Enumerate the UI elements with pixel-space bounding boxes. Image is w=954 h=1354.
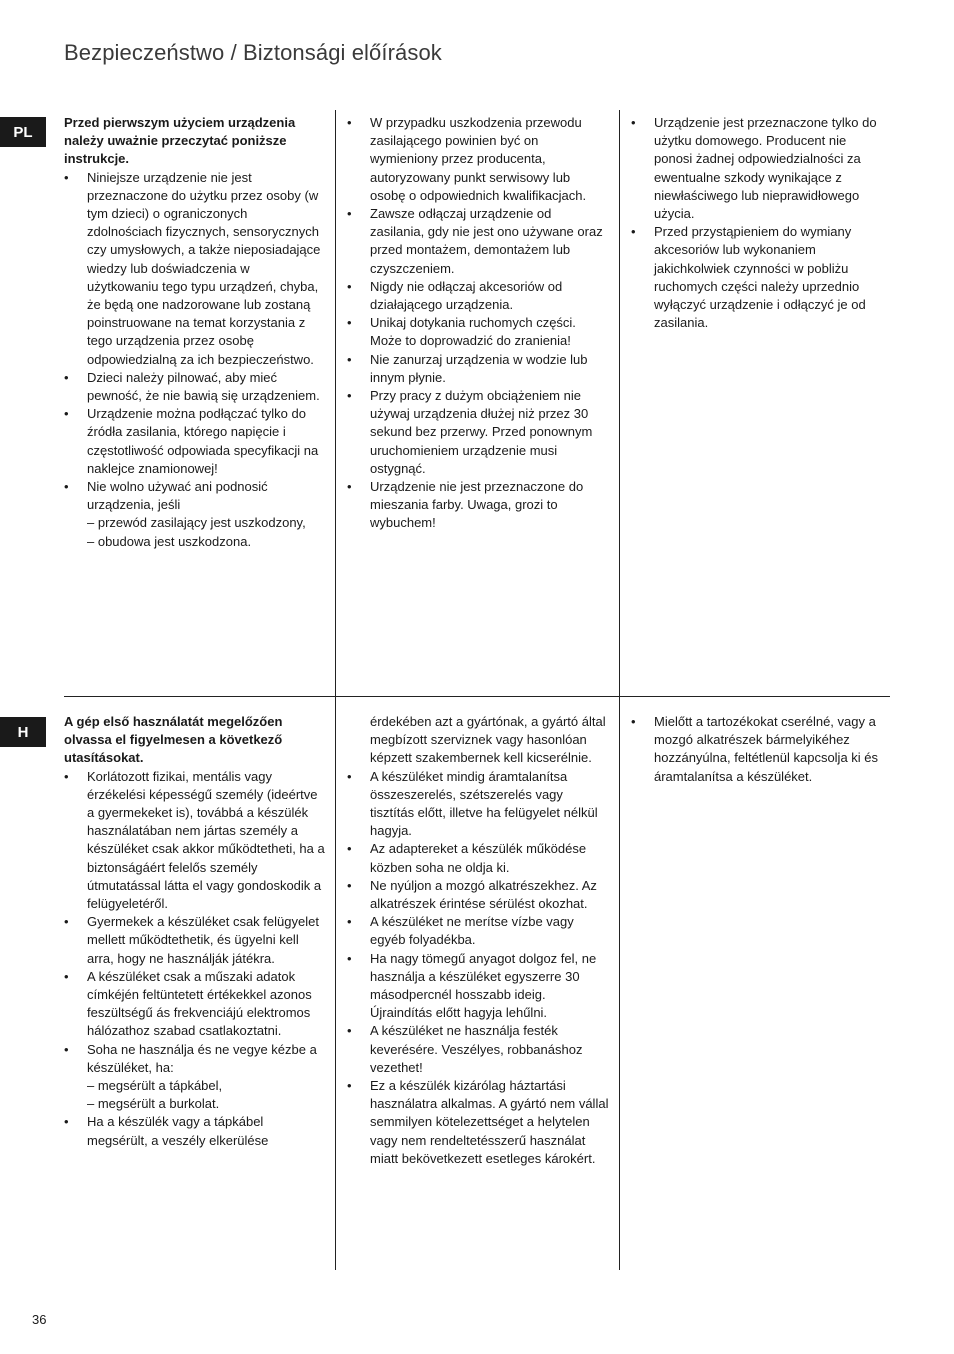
column-divider	[335, 110, 336, 1270]
pl-column-3	[631, 114, 885, 332]
list-item: • Nie zanurzaj urządzenia w wodzie lub innym płynie.	[347, 351, 609, 387]
pl-safety-list-3	[631, 114, 885, 332]
list-item: • Urządzenie nie jest przeznaczone do mieszania farby. Uwaga, grozi to wybuchem!	[347, 478, 609, 533]
list-item: • Zawsze odłączaj urządzenie od zasilania, gdy nie jest ono używane oraz przed montażem, demontażem lub czyszczeniem.	[347, 205, 609, 278]
language-tab-hu: H	[0, 717, 46, 747]
list-item: • A készüléket ne használja festék keverésére. Veszélyes, robbanáshoz vezethet!	[347, 1022, 609, 1077]
list-item: • Przy pracy z dużym obciążeniem nie używaj urządzenia dłużej niż przez 30 sekund bez przerwy. Przed ponownym uruchomieniem urządzenie musi ostygnąć.	[347, 387, 609, 478]
pl-column-1	[64, 114, 322, 551]
list-item: • A készüléket ne merítse vízbe vagy egyéb folyadékba.	[347, 913, 609, 949]
hu-column-1	[64, 713, 326, 1150]
sub-item: – megsérült a tápkábel,	[87, 1078, 223, 1094]
list-item: • Urządzenie jest przeznaczone tylko do użytku domowego. Producent nie ponosi żadnej odpowiedzialności za ewentualne szkody wynikające z niewłaściwego lub nieprawidłowego użycia.	[631, 114, 885, 223]
list-item: • Unikaj dotykania ruchomych części. Może to doprowadzić do zranienia!	[347, 314, 609, 350]
sub-item: – megsérült a burkolat.	[87, 1096, 220, 1112]
sub-item: – przewód zasilający jest uszkodzony,	[87, 515, 306, 531]
hu-safety-list-2	[347, 768, 609, 1168]
list-item	[64, 478, 322, 551]
list-item: • Ne nyúljon a mozgó alkatrészekhez. Az alkatrészek érintése sérülést okozhat.	[347, 877, 609, 913]
pl-safety-list-1	[64, 169, 322, 551]
list-item	[64, 1041, 326, 1114]
list-item: • Ez a készülék kizárólag háztartási használatra alkalmas. A gyártó nem vállal semmilyen kötelezettséget a helytelen vagy nem rendeltetésszerű használat miatt bekövetkezett esetleges károkért.	[347, 1077, 609, 1168]
list-item: • Mielőtt a tartozékokat cserélné, vagy a mozgó alkatrészek bármelyikéhez hozzányúlna, feltétlenül kapcsolja ki és áramtalanítsa a készüléket.	[631, 713, 885, 786]
hu-safety-list-1	[64, 768, 326, 1150]
page-number: 36	[32, 1312, 47, 1327]
list-item: • A készüléket csak a műszaki adatok címkéjén feltüntetett értékekkel azonos feszültségű ás frekvenciájú elektromos hálózathoz szabad csatlakoztatni.	[64, 968, 326, 1041]
pl-safety-list-2	[347, 114, 609, 533]
list-item-text: Soha ne használja és ne vegye kézbe a készüléket, ha:	[87, 1041, 317, 1075]
language-tab-pl: PL	[0, 117, 46, 147]
list-item: • Ha a készülék vagy a tápkábel megsérült, a veszély elkerülése	[64, 1113, 326, 1149]
list-item: • A készüléket mindig áramtalanítsa összeszerelés, szétszerelés vagy tisztítás előtt, illetve ha felügyelet nélkül hagyja.	[347, 768, 609, 841]
pl-column-2	[347, 114, 609, 533]
list-item: • Korlátozott fizikai, mentális vagy érzékelési képességű személy (ideértve a gyermekeket is), továbbá a készülék használatában nem jártas személy a készüléket csak akkor működtetheti, ha a biztonságáért felelős személy útmutatással látta el vagy gondoskodik a felügyeletéről.	[64, 768, 326, 914]
list-item: • Az adaptereket a készülék működése közben soha ne oldja ki.	[347, 840, 609, 876]
list-item: • Ha nagy tömegű anyagot dolgoz fel, ne használja a készüléket egyszerre 30 másodpercnél hosszabb ideig. Újraindítás előtt hagyja lehűlni.	[347, 950, 609, 1023]
list-item: • Gyermekek a készüléket csak felügyelet mellett működtethetik, és ügyelni kell arra, hogy ne használják játékra.	[64, 913, 326, 968]
page-title: Bezpieczeństwo / Biztonsági előírások	[64, 40, 442, 65]
list-item: • Dzieci należy pilnować, aby mieć pewność, że nie bawią się urządzeniem.	[64, 369, 322, 405]
list-item: • Nigdy nie odłączaj akcesoriów od działającego urządzenia.	[347, 278, 609, 314]
sub-item: – obudowa jest uszkodzona.	[87, 533, 252, 549]
hu-continuation-text: érdekében azt a gyártónak, a gyártó által megbízott szerviznek vagy hasonlóan képzett szakembernek kell kicserélnie.	[370, 714, 606, 766]
column-divider	[619, 110, 620, 1270]
pl-intro: Przed pierwszym użyciem urządzenia należy uważnie przeczytać poniższe instrukcje.	[64, 115, 296, 167]
hu-column-3	[631, 713, 885, 786]
hu-safety-list-3	[631, 713, 885, 786]
list-item: • Urządzenie można podłączać tylko do źródła zasilania, którego napięcie i częstotliwość odpowiada specyfikacji na naklejce znamionowej!	[64, 405, 322, 478]
hu-intro: A gép első használatát megelőzően olvassa el figyelmesen a következő utasításokat.	[64, 714, 283, 766]
section-divider	[64, 696, 890, 697]
list-item: • Przed przystąpieniem do wymiany akcesoriów lub wykonaniem jakichkolwiek czynności w pobliżu ruchomych części należy uprzednio wyłączyć urządzenie i odłączyć je od zasilania.	[631, 223, 885, 332]
list-item: • W przypadku uszkodzenia przewodu zasilającego powinien być on wymieniony przez producenta, autoryzowany punkt serwisowy lub osobę o odpowiednich kwalifikacjach.	[347, 114, 609, 205]
hu-column-2	[347, 713, 609, 1168]
list-item-text: Nie wolno używać ani podnosić urządzenia, jeśli	[87, 479, 268, 513]
list-item: • Niniejsze urządzenie nie jest przeznaczone do użytku przez osoby (w tym dzieci) o ograniczonych zdolnościach fizycznych, sensorycznych czy umysłowych, a także nieposiadające wiedzy lub doświadczenia w użytkowaniu tego typu urządzeń, chyba, że będą one nadzorowane lub zostaną poinstruowane na temat korzystania z tego urządzenia przez osobę odpowiedzialną za ich bezpieczeństwo.	[64, 169, 322, 369]
